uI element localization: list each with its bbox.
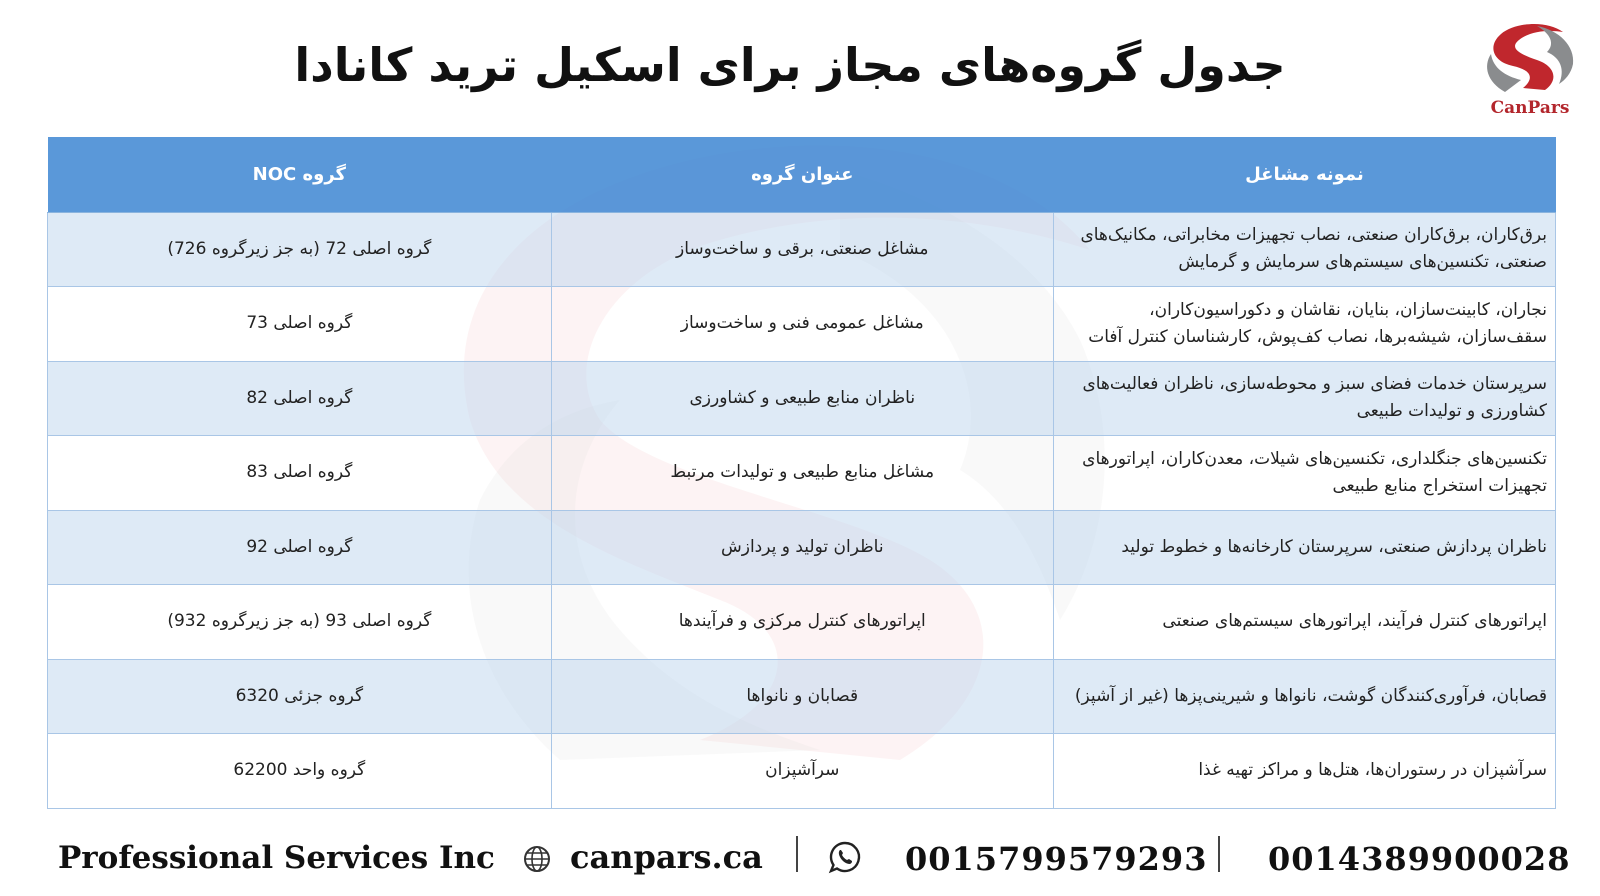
table-row xyxy=(48,510,1556,585)
header-title: عنوان گروه xyxy=(551,137,1053,212)
cell-title: قصابان و نانواها xyxy=(551,659,1053,734)
cell-title: مشاغل منابع طبیعی و تولیدات مرتبط xyxy=(551,436,1053,511)
footer-divider xyxy=(796,836,798,872)
website-link[interactable]: canpars.ca xyxy=(570,838,763,876)
main-phone[interactable]: 0014389900028 xyxy=(1268,840,1571,878)
table-header-row xyxy=(48,137,1556,212)
cell-noc: گروه جزئی 6320 xyxy=(48,659,552,734)
canpars-swirl-icon xyxy=(1475,18,1585,98)
header-jobs: نمونه مشاغل xyxy=(1053,137,1555,212)
cell-noc: گروه اصلی 83 xyxy=(48,436,552,511)
logo-text: CanPars xyxy=(1490,98,1570,118)
footer-divider xyxy=(1218,836,1220,872)
cell-title: اپراتورهای کنترل مرکزی و فرآیندها xyxy=(551,585,1053,660)
noc-groups-table xyxy=(47,137,1556,809)
globe-icon xyxy=(522,844,552,874)
cell-jobs: قصابان، فرآوری‌کنندگان گوشت، نانواها و شیرینی‌پزها (غیر از آشپز) xyxy=(1053,659,1555,734)
whatsapp-phone[interactable]: 0015799579293 xyxy=(905,840,1208,878)
cell-jobs: تکنسین‌های جنگلداری، تکنسین‌های شیلات، معدن‌کاران، اپراتورهای تجهیزات استخراج منابع طبیعی xyxy=(1053,436,1555,511)
cell-title: ناظران منابع طبیعی و کشاورزی xyxy=(551,361,1053,436)
cell-jobs: برق‌کاران، برق‌کاران صنعتی، نصاب تجهیزات مخابراتی، مکانیک‌های صنعتی، تکنسین‌های سیستم‌های سرمایش و گرمایش xyxy=(1053,212,1555,287)
cell-title: ناظران تولید و پردازش xyxy=(551,510,1053,585)
whatsapp-icon xyxy=(828,840,862,874)
cell-title: مشاغل صنعتی، برقی و ساخت‌وساز xyxy=(551,212,1053,287)
table-row xyxy=(48,734,1556,809)
cell-title: سرآشپزان xyxy=(551,734,1053,809)
cell-noc: گروه اصلی 93 (به جز زیرگروه 932) xyxy=(48,585,552,660)
cell-jobs: سرآشپزان در رستوران‌ها، هتل‌ها و مراکز تهیه غذا xyxy=(1053,734,1555,809)
cell-jobs: نجاران، کابینت‌سازان، بنایان، نقاشان و دکوراسیون‌کاران، سقف‌سازان، شیشه‌برها، نصاب کف‌پوش، کارشناسان کنترل آفات xyxy=(1053,287,1555,362)
page-title: جدول گروه‌های مجاز برای اسکیل ترید کانادا xyxy=(294,38,1286,92)
cell-noc: گروه اصلی 92 xyxy=(48,510,552,585)
table-row xyxy=(48,361,1556,436)
table-row xyxy=(48,287,1556,362)
company-name: Professional Services Inc xyxy=(58,840,495,876)
cell-noc: گروه اصلی 73 xyxy=(48,287,552,362)
cell-jobs: ناظران پردازش صنعتی، سرپرستان کارخانه‌ها و خطوط تولید xyxy=(1053,510,1555,585)
table-row xyxy=(48,659,1556,734)
canpars-logo xyxy=(1475,18,1585,122)
table-row xyxy=(48,436,1556,511)
cell-title: مشاغل عمومی فنی و ساخت‌وساز xyxy=(551,287,1053,362)
table-row xyxy=(48,585,1556,660)
cell-noc: گروه اصلی 82 xyxy=(48,361,552,436)
table-row xyxy=(48,212,1556,287)
cell-noc: گروه اصلی 72 (به جز زیرگروه 726) xyxy=(48,212,552,287)
header-noc: گروه NOC xyxy=(48,137,552,212)
cell-jobs: سرپرستان خدمات فضای سبز و محوطه‌سازی، ناظران فعالیت‌های کشاورزی و تولیدات طبیعی xyxy=(1053,361,1555,436)
cell-noc: گروه واحد 62200 xyxy=(48,734,552,809)
cell-jobs: اپراتورهای کنترل فرآیند، اپراتورهای سیستم‌های صنعتی xyxy=(1053,585,1555,660)
footer xyxy=(0,836,1600,882)
